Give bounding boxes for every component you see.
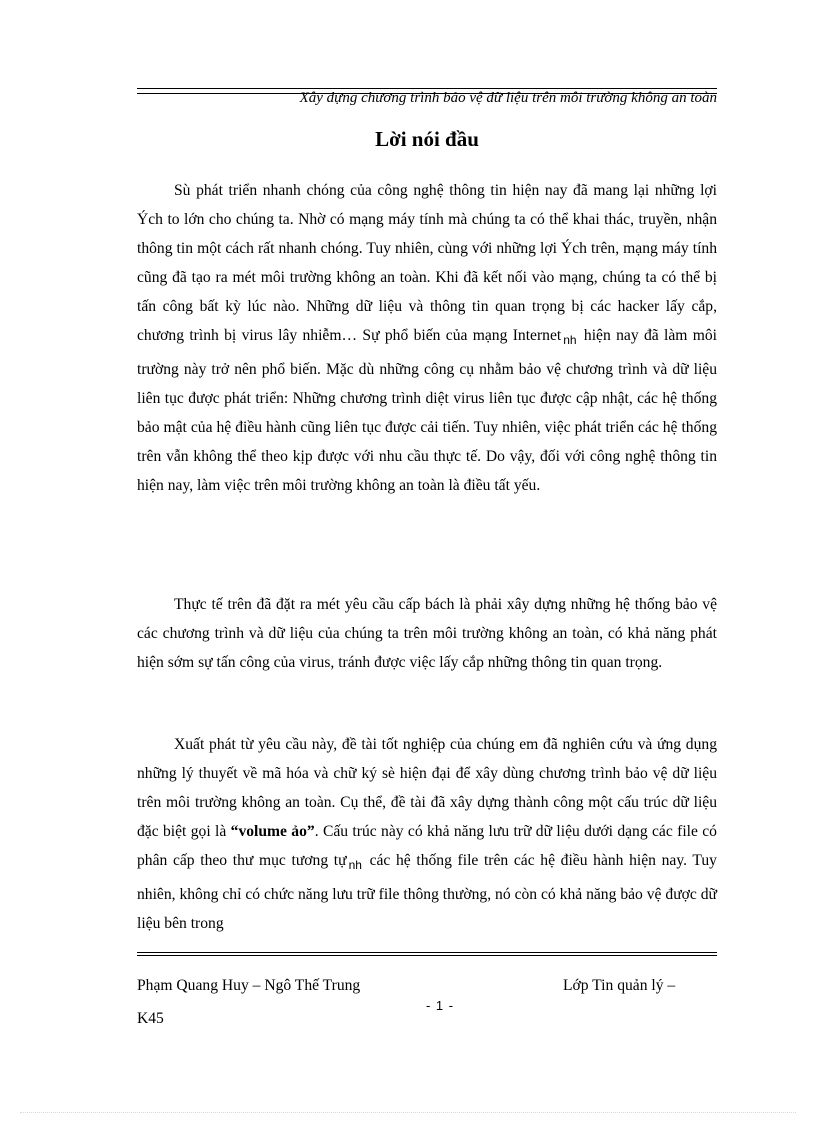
footer-class-code: K45 (137, 1010, 164, 1027)
paragraph-1 (137, 176, 717, 500)
page-bottom-divider (20, 1112, 796, 1113)
footer-rule-top (137, 952, 717, 953)
paragraph-2 (137, 590, 717, 677)
page-title: Lời nói đầu (375, 127, 479, 151)
running-header: Xây dựng chương trình bảo vệ dữ liệu trên môi trường không an toàn (299, 90, 717, 106)
paragraph-3-text-b: . Cấu trúc này có khả năng lưu trữ dữ liệu dưới dạng các file có phân cấp theo thư mục tương tự (137, 823, 717, 869)
footer-rule-bottom (137, 955, 717, 956)
paragraph-1-text-b: hiện nay đã làm môi trường này trở nên phổ biến. Mặc dù những công cụ nhằm bảo vệ chương trình và dữ liệu liên tục được phát triển: Những chương trình diệt virus liên tục được cập nhật, các hệ thống bảo mật của hệ điều hành cũng liên tục được cải tiến. Tuy nhiên, việc phát triển các hệ thống trên vẫn không thể theo kịp được với nhu cầu thực tế. Do vậy, đối với công nghệ thông tin hiện nay, làm việc trên môi trường không an toàn là điều tất yếu. (137, 327, 717, 494)
bold-term-volume: “volume ảo” (230, 823, 315, 840)
page-number: - 1 - (425, 998, 455, 1013)
paragraph-3-text-c: các hệ thống file trên các hệ điều hành hiện nay. Tuy nhiên, không chỉ có chức năng lưu trữ file thông thường, nó còn có khả năng bảo vệ được dữ liệu bên trong (137, 852, 717, 932)
footer-authors: Phạm Quang Huy – Ngô Thế Trung (137, 977, 361, 994)
paragraph-1-text-a: Sù phát triển nhanh chóng của công nghệ thông tin hiện nay đã mang lại những lợi Ých to lớn cho chúng ta. Nhờ có mạng máy tính mà chúng ta có thể khai thác, truyền, nhận thông tin một cách rất nhanh chóng. Tuy nhiên, cùng với những lợi Ých trên, mạng máy tính cũng đã tạo ra mét môi trường không an toàn. Khi đã kết nối vào mạng, chúng ta có thể bị tấn công bất kỳ lúc nào. Những dữ liệu và thông tin quan trọng bị các hacker lấy cắp, chương trình bị virus lây nhiễm… Sự phổ biến của mạng Internet (137, 182, 717, 344)
stray-subscript-mark-2: nh (348, 858, 362, 872)
paragraph-2-text: Thực tế trên đã đặt ra mét yêu cầu cấp bách là phải xây dựng những hệ thống bảo vệ các chương trình và dữ liệu của chúng ta trên môi trường không an toàn, có khả năng phát hiện sớm sự tấn công của virus, tránh được việc lấy cắp những thông tin quan trọng. (137, 596, 717, 671)
header-rule-bottom (137, 93, 717, 94)
paragraph-3 (137, 730, 717, 938)
paragraph-3-text-a: Xuất phát từ yêu cầu này, đề tài tốt nghiệp của chúng em đã nghiên cứu và ứng dụng những lý thuyết về mã hóa và chữ ký sè hiện đại để xây dùng chương trình bảo vệ dữ liệu trên môi trường không an toàn. Cụ thể, đề tài đã xây dựng thành công một cấu trúc dữ liệu đặc biệt gọi là (137, 736, 717, 840)
footer-class: Lớp Tin quản lý – (563, 977, 676, 994)
stray-subscript-mark: nh (563, 333, 577, 347)
